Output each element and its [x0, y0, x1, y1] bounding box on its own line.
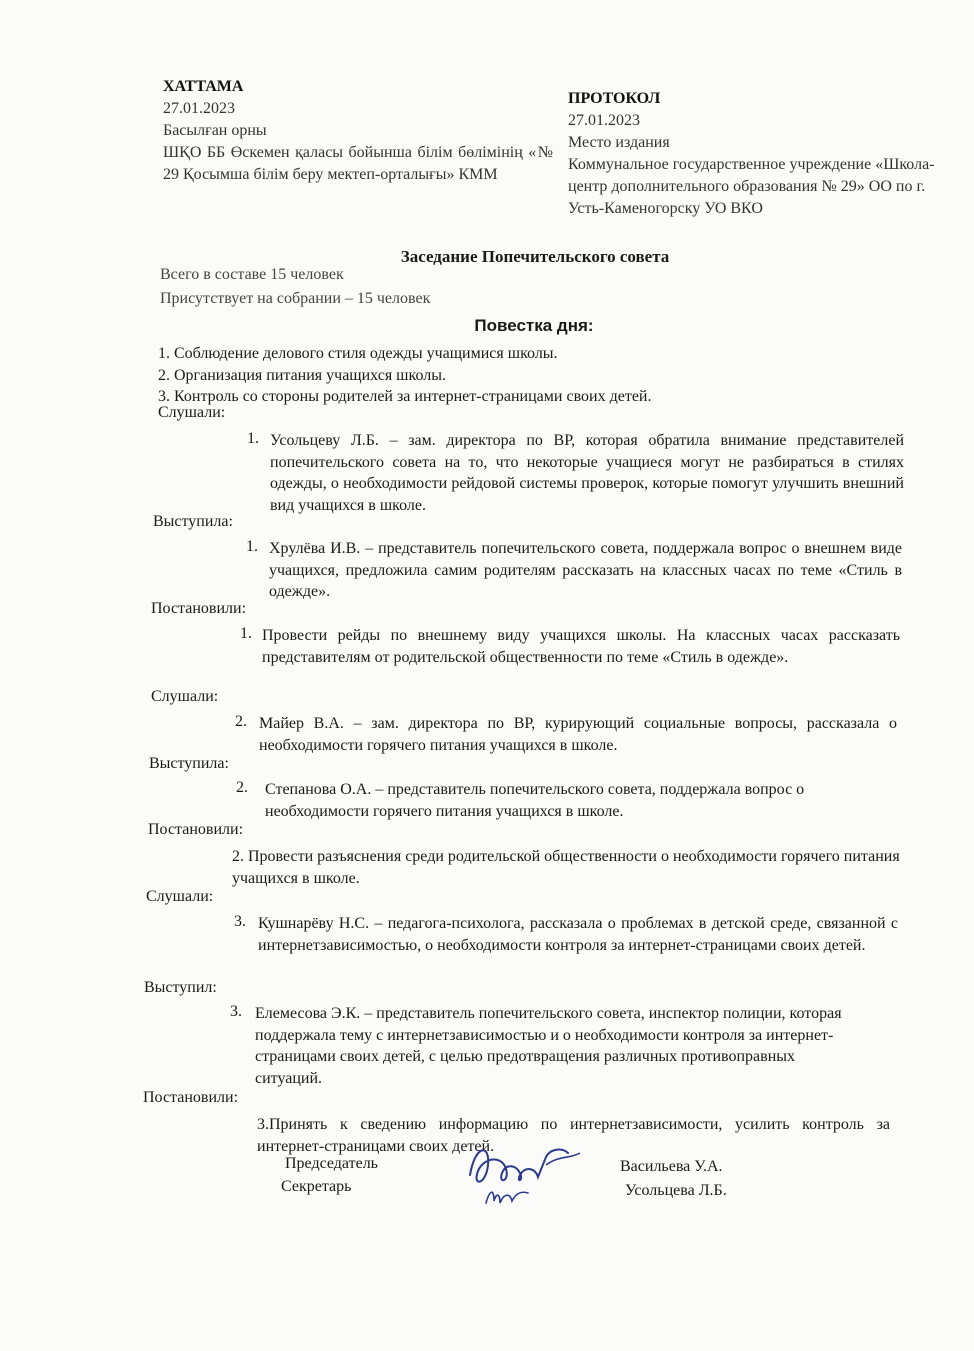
present-members: Присутствует на собрании – 15 человек — [160, 290, 431, 307]
right-header-title: ПРОТОКОЛ — [568, 90, 661, 107]
s1-decided-text: Провести рейды по внешнему виду учащихся школы. На классных часах рассказать представителям от родительской общественности по теме «Стиль в одежде». — [262, 627, 900, 666]
left-header-place-label: Басылған орны — [163, 122, 267, 139]
s1-decided-label: Постановили: — [151, 600, 247, 617]
s2-decided-text: 2. Провести разъяснения среди родительской общественности о необходимости горячего питания учащихся в школе. — [232, 848, 900, 887]
left-header — [163, 76, 553, 186]
secretary-signature — [482, 1183, 532, 1213]
left-header-date: 27.01.2023 — [163, 100, 235, 117]
s1-heard-text: Усольцеву Л.Б. – зам. директора по ВР, которая обратила внимание представителей попечительского совета на то, что некоторые учащиеся могут не разбираться в стилях одежды, о необходимости рейдовой системы проверок, которые помогут улучшить внешний вид учащихся в школе. — [270, 432, 904, 514]
s2-spoke-text: Степанова О.А. – представитель попечительского совета, поддержала вопрос о необходимости горячего питания учащихся в школе. — [265, 781, 805, 820]
s3-spoke-text: Елемесова Э.К. – представитель попечительского совета, инспектор полиции, которая поддержала тему с интернетзависимостью и о необходимости контроля за интернет-страницами своих детей, с целью предотвращения различных противоправных ситуаций. — [255, 1005, 842, 1087]
s1-spoke-text: Хрулёва И.В. – представитель попечительского совета, поддержала вопрос о внешнем виде учащихся, предложила самим родителям рассказать на классных часах по теме «Стиль в одежде». — [269, 540, 902, 600]
chair-name: Васильева У.А. — [620, 1158, 723, 1175]
right-header-org: Коммунальное государственное учреждение «Школа-центр дополнительного образования № 29» ОО по г. Усть-Каменогорску УО ВКО — [568, 156, 935, 217]
agenda-item-1: 1. Соблюдение делового стиля одежды учащимися школы. — [158, 345, 558, 362]
s3-heard-num: 3. — [234, 913, 246, 930]
s3-decided-label: Постановили: — [143, 1089, 239, 1106]
s2-heard-label: Слушали: — [151, 688, 219, 705]
s2-heard-text: Майер В.А. – зам. директора по ВР, курирующий социальные вопросы, рассказала о необходимости горячего питания учащихся в школе. — [259, 715, 897, 754]
s2-heard-num: 2. — [235, 713, 247, 730]
s1-heard-label: Слушали: — [158, 404, 226, 421]
s1-heard-num: 1. — [247, 430, 259, 447]
agenda-item-2: 2. Организация питания учащихся школы. — [158, 366, 446, 384]
chair-label: Председатель — [285, 1155, 378, 1172]
meeting-title: Заседание Попечительского совета — [400, 247, 670, 266]
secretary-label: Секретарь — [281, 1178, 352, 1195]
s3-heard-text: Кушнарёву Н.С. – педагога-психолога, рассказала о проблемах в детской среде, связанной с интернетзависимостью, о необходимости контроля за интернет-страницами своих детей. — [258, 915, 898, 954]
right-header — [568, 88, 940, 220]
agenda-list — [158, 343, 858, 408]
s2-spoke-label: Выступила: — [149, 755, 229, 772]
s2-decided-label: Постановили: — [148, 821, 244, 838]
agenda-item-3: 3. Контроль со стороны родителей за интернет-страницами своих детей. — [158, 388, 652, 405]
secretary-name: Усольцева Л.Б. — [625, 1182, 727, 1199]
s1-spoke-label: Выступила: — [153, 513, 233, 530]
s2-spoke-num: 2. — [236, 779, 248, 796]
left-header-title: ХАТТАМА — [163, 78, 244, 95]
right-header-place-label: Место издания — [568, 134, 670, 151]
s1-decided-num: 1. — [240, 625, 252, 642]
right-header-date: 27.01.2023 — [568, 112, 640, 129]
s3-spoke-num: 3. — [230, 1003, 242, 1020]
s3-heard-label: Слушали: — [146, 888, 214, 905]
s3-decided-text: 3.Принять к сведению информацию по интернетзависимости, усилить контроль за интернет-страницами своих детей. — [257, 1116, 890, 1155]
total-members: Всего в составе 15 человек — [160, 266, 344, 283]
s1-spoke-num: 1. — [246, 538, 258, 555]
left-header-org: ШҚО ББ Өскемен қаласы бойынша білім бөлімінің «№ 29 Қосымша білім беру мектеп-орталығы» КММ — [163, 144, 553, 183]
agenda-title: Повестка дня: — [474, 316, 594, 335]
s3-spoke-label: Выступил: — [144, 979, 217, 996]
